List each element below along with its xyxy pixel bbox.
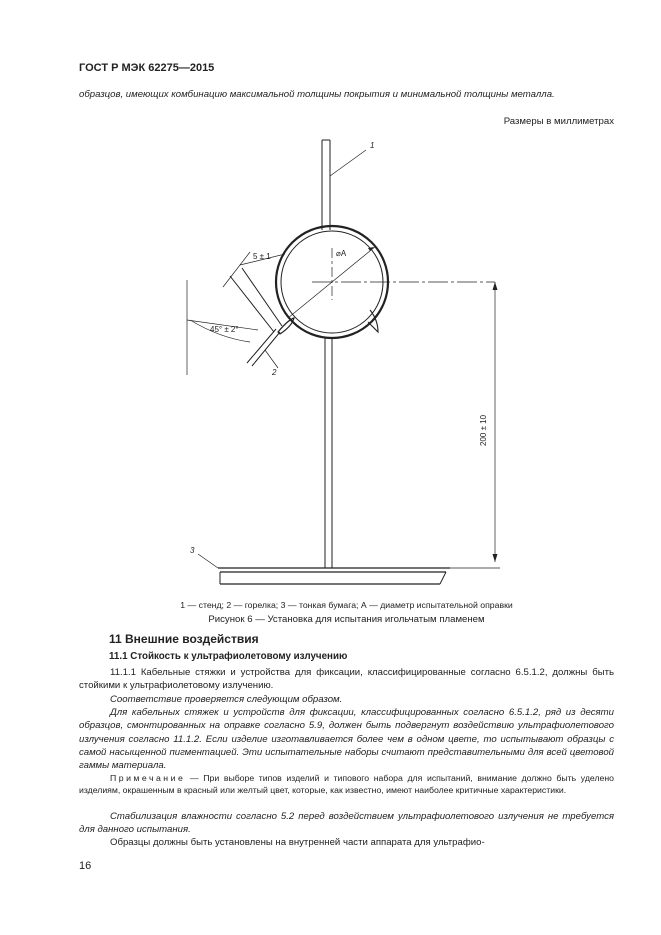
note-label: Примечание (110, 773, 186, 783)
figure-label-3: 3 (190, 546, 195, 555)
figure-caption: Рисунок 6 — Установка для испытания игольчатым пламенем (208, 614, 485, 625)
dimension-5: 5 ± 1 (253, 252, 271, 261)
section-title: 11 Внешние воздействия (109, 632, 259, 646)
units-note: Размеры в миллиметрах (503, 116, 614, 127)
paragraph-11-1-1: 11.1.1 Кабельные стяжки и устройства для фиксации, классифицированные согласно 6.5.1.2, должны быть стойкими к ультрафиолетовому излучению. (79, 667, 614, 692)
page-number: 16 (79, 860, 92, 872)
dimension-angle: 45° ± 2° (210, 325, 239, 334)
figure-legend: 1 — стенд; 2 — горелка; 3 — тонкая бумага; А — диаметр испытательной оправки (180, 600, 513, 610)
document-header: ГОСТ Р МЭК 62275—2015 (79, 62, 215, 74)
dimension-diameter: ⌀A (336, 249, 347, 258)
figure-label-1: 1 (370, 141, 375, 150)
dimension-200: 200 ± 10 (479, 414, 488, 446)
paragraph-test-set: Для кабельных стяжек и устройств для фиксации, классифицированных согласно 6.5.1.2, ряд из десяти образцов, смонтированных на оправке согласно 5.9, должен быть подвергнут воздействию ультрафиолетового излучения согласно 11.1.2. Если изделие изготавливается более чем в одном цвете, то испытывают образцы с самой насыщенной пигментацией. Эти испытательные наборы считают представительными для всей цветовой гаммы материала. (79, 707, 614, 772)
burner-nozzle (252, 332, 280, 366)
paragraph-mounting: Образцы должны быть установлены на внутренней части аппарата для ультрафио- (110, 837, 485, 848)
figure-label-2: 2 (272, 368, 277, 377)
figure-needle-flame-setup (150, 130, 550, 595)
intro-continuation: образцов, имеющих комбинацию максимальной толщины покрытия и минимальной толщины металла. (79, 89, 555, 100)
note-text: — При выборе типов изделий и типового набора для испытаний, внимание должно быть уделено изделиям, окрашенным в красный или желтый цвет, которые, как известно, имеют наиболее критичные характеристики. (79, 773, 614, 795)
paragraph-humidity: Стабилизация влажности согласно 5.2 перед воздействием ультрафиолетового излучения не требуется для данного испытания. (79, 811, 614, 836)
paragraph-compliance: Соответствие проверяется следующим образом. (110, 694, 343, 705)
note-paragraph (79, 772, 614, 796)
subsection-title: 11.1 Стойкость к ультрафиолетовому излучению (109, 651, 348, 662)
